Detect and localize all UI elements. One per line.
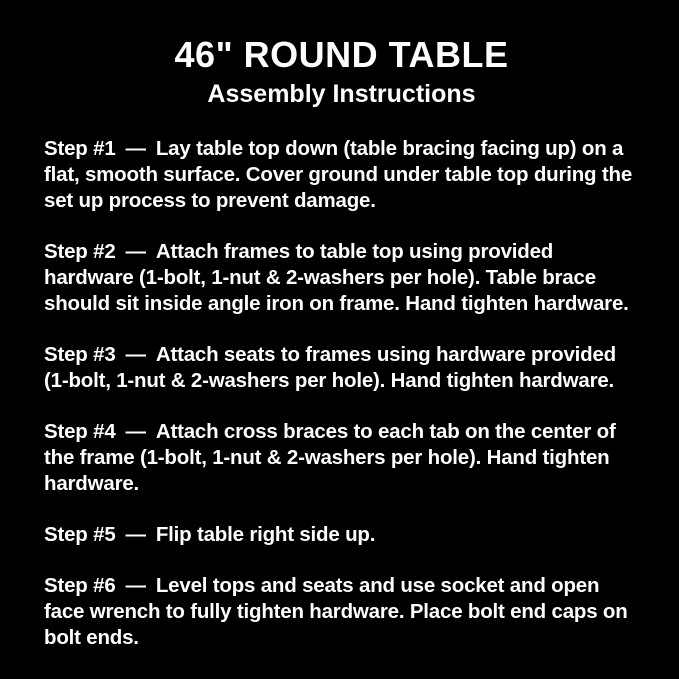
step-1-text: Lay table top down (table bracing facing up) on a flat, smooth surface. Cover ground under table top during the set up process to prevent damage.: [44, 136, 633, 212]
step-3: [44, 342, 639, 394]
step-6-label: Step #6: [44, 573, 116, 597]
page-title: 46" ROUND TABLE: [174, 34, 509, 75]
step-3-label: Step #3: [44, 342, 116, 366]
step-2-dash: —: [125, 239, 146, 263]
step-5-dash: —: [125, 522, 146, 546]
step-6-text: Level tops and seats and use socket and open face wrench to fully tighten hardware. Place bolt end caps on bolt ends.: [44, 573, 628, 649]
step-6: [44, 573, 639, 651]
step-1-label: Step #1: [44, 136, 116, 160]
step-4: [44, 419, 639, 497]
step-4-dash: —: [125, 419, 146, 443]
step-6-dash: —: [125, 573, 146, 597]
step-5-text: Flip table right side up.: [155, 522, 376, 546]
step-5: [44, 522, 639, 548]
step-2: [44, 239, 639, 317]
step-4-label: Step #4: [44, 419, 116, 443]
step-3-text: Attach seats to frames using hardware provided (1-bolt, 1-nut & 2-washers per hole). Hand tighten hardware.: [44, 342, 616, 392]
step-3-dash: —: [125, 342, 146, 366]
step-5-label: Step #5: [44, 522, 116, 546]
page-subtitle: Assembly Instructions: [207, 79, 476, 108]
step-2-label: Step #2: [44, 239, 116, 263]
steps-list: [44, 136, 639, 651]
step-2-text: Attach frames to table top using provided hardware (1-bolt, 1-nut & 2-washers per hole). Table brace should sit inside angle iron on frame. Hand tighten hardware.: [44, 239, 629, 315]
step-4-text: Attach cross braces to each tab on the center of the frame (1-bolt, 1-nut & 2-washers per hole). Hand tighten hardware.: [44, 419, 616, 495]
step-1: [44, 136, 639, 214]
step-1-dash: —: [125, 136, 146, 160]
